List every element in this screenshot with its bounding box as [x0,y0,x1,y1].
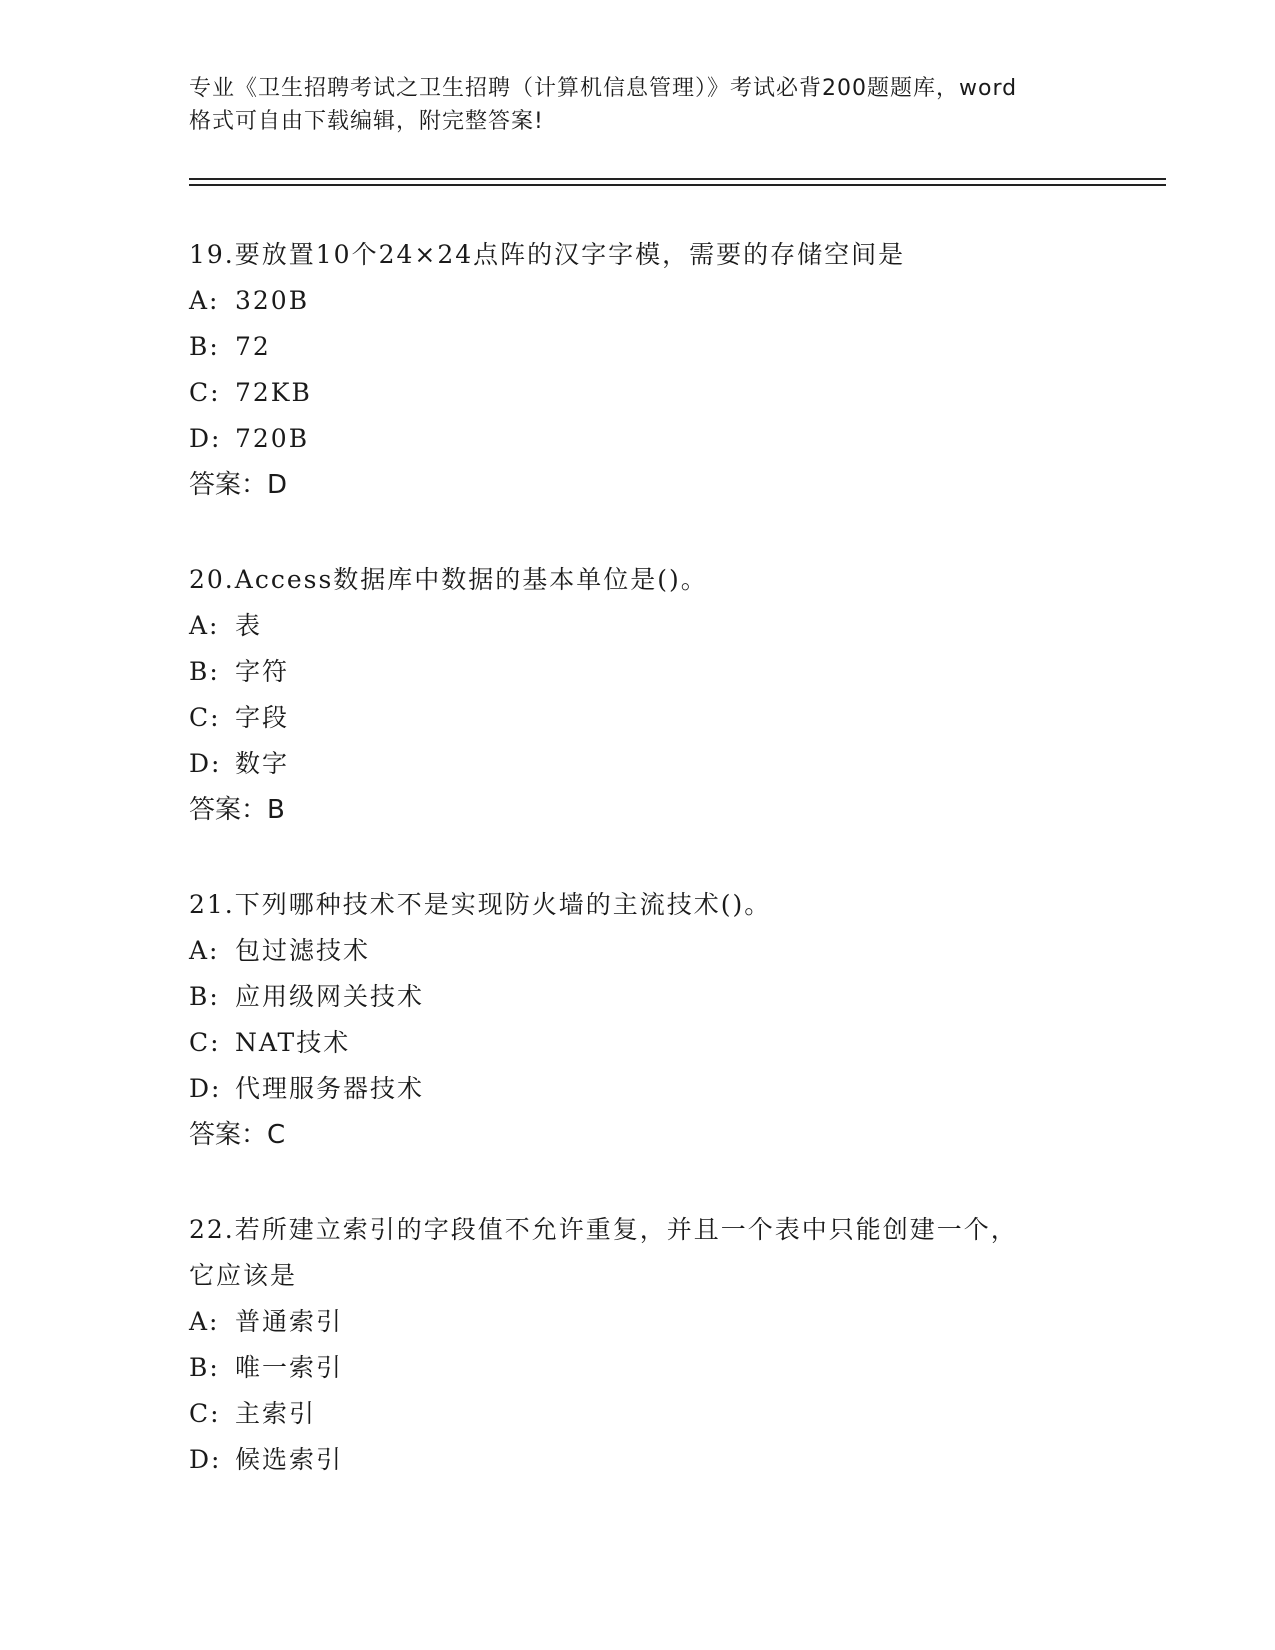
option-c [189,695,1089,741]
option-text: 表 [235,611,263,640]
option-letter: C: [189,1028,221,1057]
answer: 答案：B [189,795,285,825]
question-stem: 22.若所建立索引的字段值不允许重复，并且一个表中只能创建一个， [189,1215,1018,1244]
option-c [189,370,1089,416]
header-line-2: 格式可自由下载编辑，附完整答案! [189,109,544,134]
option-a [189,1299,1089,1345]
option-letter: A: [189,1307,220,1336]
option-text: 唯一索引 [235,1353,344,1382]
option-c [189,1391,1089,1437]
option-text: NAT技术 [235,1028,351,1057]
answer: 答案：D [189,470,288,500]
option-a [189,603,1089,649]
option-text: 主索引 [235,1399,317,1428]
header-divider-bottom [189,184,1166,186]
option-text: 代理服务器技术 [235,1074,425,1103]
option-text: 72KB [235,378,312,407]
header-divider-top [189,178,1166,180]
document-header [189,72,1089,138]
option-text: 应用级网关技术 [235,982,425,1011]
option-d [189,1437,1089,1483]
option-b [189,649,1089,695]
option-letter: B: [189,657,220,686]
option-text: 字段 [235,703,290,732]
option-letter: C: [189,1399,221,1428]
option-letter: B: [189,982,220,1011]
option-letter: D: [189,1445,222,1474]
option-text: 320B [235,286,310,315]
question-19 [189,232,1089,508]
question-stem-continued: 它应该是 [189,1261,298,1290]
option-text: 数字 [235,749,290,778]
option-d [189,416,1089,462]
option-text: 普通索引 [235,1307,344,1336]
option-letter: C: [189,378,221,407]
option-letter: A: [189,286,220,315]
option-d [189,741,1089,787]
option-b [189,1345,1089,1391]
option-letter: A: [189,611,220,640]
question-stem: 21.下列哪种技术不是实现防火墙的主流技术()。 [189,890,772,919]
option-a [189,928,1089,974]
option-b [189,974,1089,1020]
option-text: 72 [235,332,271,361]
question-20 [189,557,1089,833]
option-a [189,278,1089,324]
option-letter: D: [189,1074,222,1103]
option-letter: C: [189,703,221,732]
option-text: 字符 [235,657,290,686]
question-stem: 20.Access数据库中数据的基本单位是()。 [189,565,708,594]
question-21 [189,882,1089,1158]
option-text: 720B [235,424,310,453]
option-d [189,1066,1089,1112]
option-b [189,324,1089,370]
question-stem: 19.要放置10个24×24点阵的汉字字模，需要的存储空间是 [189,240,906,269]
question-22 [189,1207,1089,1483]
option-c [189,1020,1089,1066]
answer: 答案：C [189,1120,286,1150]
option-letter: D: [189,424,222,453]
option-text: 候选索引 [235,1445,344,1474]
option-letter: B: [189,1353,220,1382]
option-text: 包过滤技术 [235,936,371,965]
option-letter: B: [189,332,220,361]
option-letter: D: [189,749,222,778]
option-letter: A: [189,936,220,965]
header-line-1: 专业《卫生招聘考试之卫生招聘（计算机信息管理）》考试必背200题题库，word [189,76,1018,101]
